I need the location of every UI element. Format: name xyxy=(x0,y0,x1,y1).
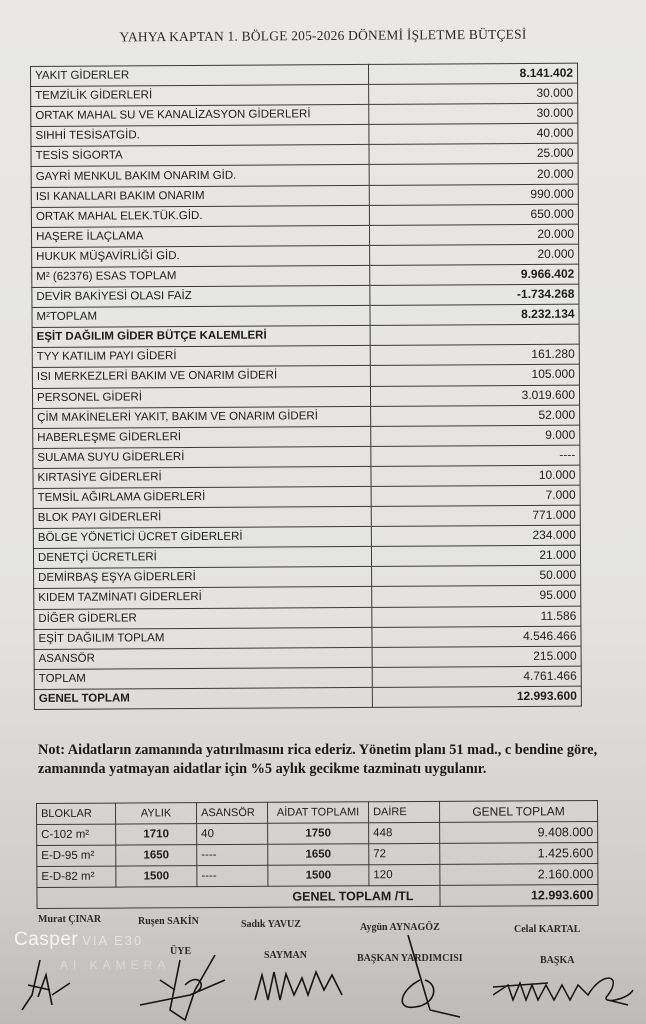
budget-item-value: 771.000 xyxy=(371,505,580,526)
blocks-row xyxy=(37,864,598,888)
header-daire: DAİRE xyxy=(368,801,439,822)
header-genel-toplam: GENEL TOPLAM xyxy=(439,801,597,823)
blok-aidat: 1750 xyxy=(268,823,369,845)
payment-note: Not: Aidatların zamanında yatırılmasını rica ederiz. Yönetim planı 51 mad., c bendine göre, zamanında yatmayan aidatlar için %5 aylık gecikme tazminatı uygulanır. xyxy=(38,742,598,777)
budget-item-value: ---- xyxy=(371,445,580,466)
budget-item-value: 9.966.402 xyxy=(370,264,579,285)
budget-item-label: HAŞERE İLAÇLAMA xyxy=(31,225,369,247)
signature-sadik-yavuz xyxy=(250,960,350,1015)
budget-item-value: 3.019.600 xyxy=(370,385,579,406)
blok-name: E-D-95 m² xyxy=(37,845,116,866)
budget-item-label: DENETÇİ ÜCRETLERİ xyxy=(33,547,371,569)
blok-daire: 72 xyxy=(369,843,440,864)
budget-item-label: KIDEM TAZMİNATI GİDERLERİ xyxy=(34,587,372,609)
budget-item-value: 40.000 xyxy=(369,123,578,144)
budget-item-label: DEMİRBAŞ EŞYA GİDERLERİ xyxy=(34,567,372,589)
blok-genel: 1.425.600 xyxy=(440,843,598,865)
budget-item-label: SULAMA SUYU GİDERLERİ xyxy=(33,446,371,468)
blok-daire: 120 xyxy=(369,864,440,885)
blok-aylik: 1710 xyxy=(116,824,197,845)
blocks-row xyxy=(37,843,598,867)
budget-item-label: EŞİT DAĞILIM TOPLAM xyxy=(34,627,372,649)
budget-item-label: TOPLAM xyxy=(34,667,372,689)
watermark-brand: Casper xyxy=(14,929,79,950)
budget-item-value: 4.761.466 xyxy=(372,666,581,687)
budget-item-value: 95.000 xyxy=(372,586,581,607)
signatory-name: Aygün AYNAGÖZ xyxy=(360,922,440,933)
budget-item-value: 52.000 xyxy=(371,405,580,426)
budget-item-value: 20.000 xyxy=(369,224,578,245)
blok-genel: 9.408.000 xyxy=(440,822,598,844)
budget-item-label: GAYRİ MENKUL BAKIM ONARIM GİD. xyxy=(31,165,369,187)
budget-item-value: 8.141.402 xyxy=(368,63,577,84)
blocks-table xyxy=(36,800,599,909)
budget-item-value: 30.000 xyxy=(369,103,578,124)
blocks-total-row xyxy=(37,885,598,909)
budget-item-label: HABERLEŞME GİDERLERİ xyxy=(33,426,371,448)
budget-item-value: 8.232.134 xyxy=(370,304,579,325)
budget-item-label: ÇİM MAKİNELERİ YAKIT, BAKIM VE ONARIM GİDERİ xyxy=(33,406,371,428)
budget-item-value: 20.000 xyxy=(370,244,579,265)
document-title: YAHYA KAPTAN 1. BÖLGE 205-2026 DÖNEMİ İŞLETME BÜTÇESİ xyxy=(119,26,527,45)
budget-item-value: 215.000 xyxy=(372,646,581,667)
budget-item-value xyxy=(370,324,579,345)
blocks-row xyxy=(37,822,598,846)
budget-item-label: ASANSÖR xyxy=(34,647,372,669)
budget-item-label: TYY KATILIM PAYI GİDERİ xyxy=(32,346,370,368)
blok-aidat: 1650 xyxy=(268,844,369,866)
budget-item-value: 234.000 xyxy=(371,525,580,546)
signatory-role: SAYMAN xyxy=(264,950,307,961)
signatory-role: BAŞKAN YARDIMCISI xyxy=(357,953,463,964)
budget-table xyxy=(30,63,582,710)
budget-item-label: YAKIT GİDERLER xyxy=(31,64,369,86)
signature-aygun-aynagoz xyxy=(390,935,470,1020)
budget-item-label: ORTAK MAHAL ELEK.TÜK.GİD. xyxy=(31,205,369,227)
budget-item-label: TEMZİLİK GİDERLERİ xyxy=(31,85,369,107)
blok-daire: 448 xyxy=(369,822,440,843)
budget-item-value: 990.000 xyxy=(369,184,578,205)
budget-item-value: 30.000 xyxy=(369,83,578,104)
budget-item-value: 50.000 xyxy=(372,565,581,586)
budget-item-value: 20.000 xyxy=(369,164,578,185)
budget-item-value: 25.000 xyxy=(369,144,578,165)
budget-item-label: BÖLGE YÖNETİCİ ÜCRET GİDERLERİ xyxy=(33,527,371,549)
budget-item-value: 650.000 xyxy=(369,204,578,225)
budget-item-value: 10.000 xyxy=(371,465,580,486)
budget-item-value: 21.000 xyxy=(371,545,580,566)
budget-item-value: 105.000 xyxy=(370,365,579,386)
budget-item-label: EŞİT DAĞILIM GİDER BÜTÇE KALEMLERİ xyxy=(32,326,370,348)
budget-item-value: 7.000 xyxy=(371,485,580,506)
watermark-model: VIA E30 xyxy=(82,933,144,948)
blocks-total-label: GENEL TOPLAM /TL xyxy=(37,885,440,908)
blok-genel: 2.160.000 xyxy=(440,864,598,886)
blok-aylik: 1650 xyxy=(116,845,197,866)
budget-item-label: TESİS SİGORTA xyxy=(31,145,369,167)
signatory-name: Celal KARTAL xyxy=(514,924,581,935)
budget-item-value: 161.280 xyxy=(370,344,579,365)
budget-item-label: TEMSİL AĞIRLAMA GİDERLERİ xyxy=(33,486,371,508)
header-aidat-toplami: AİDAT TOPLAMI xyxy=(267,802,368,824)
budget-item-label: M²TOPLAM xyxy=(32,306,370,328)
blok-asansor: ---- xyxy=(197,844,268,865)
budget-row xyxy=(34,686,581,709)
header-bloklar: BLOKLAR xyxy=(37,803,116,824)
blok-name: E-D-82 m² xyxy=(37,866,116,887)
watermark-line2: AI KAMERA xyxy=(60,958,171,972)
budget-item-value: 4.546.466 xyxy=(372,626,581,647)
budget-item-value: -1.734.268 xyxy=(370,284,579,305)
budget-item-value: 11.586 xyxy=(372,606,581,627)
signatory-role: ÜYE xyxy=(170,946,192,957)
camera-watermark xyxy=(14,929,143,951)
budget-item-label: HUKUK MÜŞAVİRLİĞİ GİD. xyxy=(32,245,370,267)
blok-name: C-102 m² xyxy=(37,824,116,845)
budget-item-label: DİĞER GİDERLER xyxy=(34,607,372,629)
blok-asansor: ---- xyxy=(197,865,268,886)
signatory-name: Sadık YAVUZ xyxy=(241,919,301,930)
blocks-total-value: 12.993.600 xyxy=(440,885,598,907)
signatory-name: Murat ÇINAR xyxy=(38,914,102,925)
budget-item-label: M² (62376) ESAS TOPLAM xyxy=(32,265,370,287)
budget-item-label: KIRTASİYE GİDERLERİ xyxy=(33,466,371,488)
budget-item-value: 12.993.600 xyxy=(372,686,581,707)
budget-item-label: ORTAK MAHAL SU VE KANALİZASYON GİDERLERİ xyxy=(31,105,369,127)
blocks-header-row xyxy=(37,801,598,825)
budget-item-label: ISI KANALLARI BAKIM ONARIM xyxy=(31,185,369,207)
signature-celal-kartal xyxy=(488,965,638,1015)
budget-item-label: PERSONEL GİDERİ xyxy=(32,386,370,408)
signatory-role: BAŞKA xyxy=(540,955,575,966)
budget-item-label: DEVİR BAKİYESİ OLASI FAİZ xyxy=(32,285,370,307)
header-aylik: AYLIK xyxy=(116,803,197,824)
budget-item-label: GENEL TOPLAM xyxy=(34,687,372,709)
budget-item-value: 9.000 xyxy=(371,425,580,446)
header-asansor: ASANSÖR xyxy=(197,802,268,823)
blok-aidat: 1500 xyxy=(268,865,369,887)
blok-aylik: 1500 xyxy=(116,866,197,887)
budget-item-label: ISI MERKEZLERİ BAKIM VE ONARIM GİDERİ xyxy=(32,366,370,388)
budget-item-label: BLOK PAYI GİDERLERİ xyxy=(33,506,371,528)
signatory-name: Ruşen SAKİN xyxy=(138,916,199,927)
budget-item-label: SIHHİ TESİSATGİD. xyxy=(31,125,369,147)
blok-asansor: 40 xyxy=(197,823,268,844)
